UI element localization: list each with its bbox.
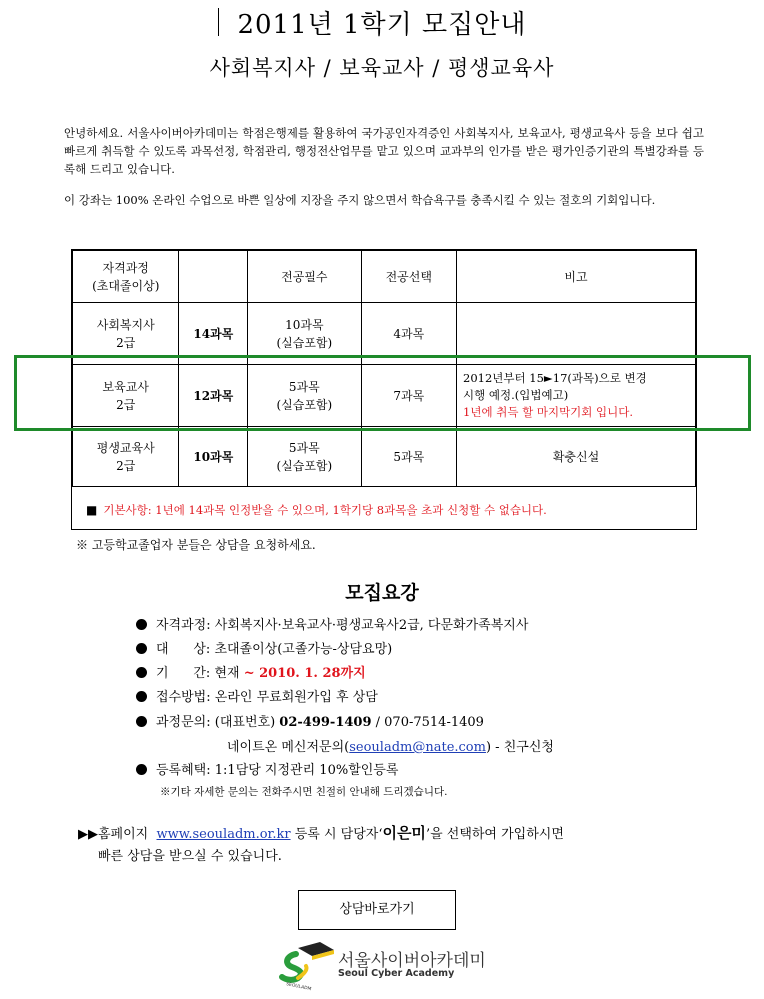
course-remark: 확충신설 [457, 427, 696, 487]
bullet-icon [136, 691, 147, 702]
intro-paragraph-2: 이 강좌는 100% 온라인 수업으로 바쁜 일상에 지장을 주지 않으면서 학습욕구를 충족시킬 수 있는 절호의 기회입니다. [64, 193, 656, 207]
academy-logo-icon[interactable] [278, 940, 338, 993]
svg-text:SEOULADM: SEOULADM [285, 982, 312, 993]
course-total: 14과목 [179, 303, 248, 365]
course-total: 12과목 [179, 365, 248, 427]
bullet-icon [136, 667, 147, 678]
header-required: 전공필수 [248, 251, 361, 303]
course-total: 10과목 [179, 427, 248, 487]
staff-name: 이은미 [382, 824, 426, 842]
course-required: 5과목 (실습포함) [248, 365, 361, 427]
recruit-item-qualification: 자격과정: 사회복지사·보육교사·평생교육사2급, 다문화가족복지사 [136, 614, 528, 633]
header-credits [179, 251, 248, 303]
highlight-box [14, 355, 751, 431]
header-qualification: 자격과정 (초대졸이상) [73, 251, 179, 303]
arrow-icon: ▶▶ [78, 827, 98, 842]
table-row [73, 427, 696, 487]
intro-paragraph-1: 안녕하세요. 서울사이버아카데미는 학점은행제를 활용하여 국가공인자격증인 사회복지사, 보육교사, 평생교육사 등을 보다 쉽고 빠르게 취득할 수 있도록 과목선정, 학점관리, 행정전산업무를 맡고 있으며 교과부의 인가를 받은 평가인증기관의 특별강좌를 등록해 드리고 있습니다. [64, 126, 704, 176]
course-elective: 5과목 [361, 427, 456, 487]
square-bullet-icon: ■ [86, 503, 98, 517]
homepage-line-2: 빠른 상담을 받으실 수 있습니다. [98, 849, 282, 864]
course-name: 보육교사 2급 [73, 365, 179, 427]
consult-button[interactable]: 상담바로가기 [298, 890, 456, 930]
header-elective: 전공선택 [361, 251, 456, 303]
bullet-icon [136, 619, 147, 630]
bullet-icon [136, 764, 147, 775]
basic-rule-note: ■ 기본사항: 1년에 14과목 인정받을 수 있으며, 1학기당 8과목을 초과 신청할 수 없습니다. [86, 503, 547, 517]
homepage-line-1: ▶▶홈페이지 www.seouladm.or.kr 등록 시 담당자‘이은미’을 선택하여 가입하시면 [78, 824, 564, 842]
course-remark: 2012년부터 15►17(과목)으로 변경 시행 예정.(입법예고) 1년에 취득 할 마지막기회 입니다. [457, 365, 696, 427]
page-title: 2011년 1학기 모집안내 [237, 10, 527, 40]
academy-name-korean: 서울사이버아카데미 [338, 951, 486, 971]
bullet-icon [136, 643, 147, 654]
recruit-item-benefit: 등록혜택: 1:1담당 지정관리 10%할인등록 [136, 759, 398, 778]
recruit-item-method: 접수방법: 온라인 무료회원가입 후 상담 [136, 686, 378, 705]
highschool-note: ※ 고등학교졸업자 분들은 상담을 요청하세요. [76, 538, 316, 552]
recruit-item-target: 대 상: 초대졸이상(고졸가능-상담요망) [136, 638, 392, 657]
recruit-heading: 모집요강 [345, 582, 419, 604]
course-required: 10과목 (실습포함) [248, 303, 361, 365]
contact-note: ※기타 자세한 문의는 전화주시면 친절히 안내해 드리겠습니다. [160, 786, 448, 798]
page-subtitle: 사회복지사 / 보육교사 / 평생교육사 [209, 56, 555, 80]
course-elective: 7과목 [361, 365, 456, 427]
course-required: 5과목 (실습포함) [248, 427, 361, 487]
course-name: 사회복지사 2급 [73, 303, 179, 365]
header-remarks: 비고 [457, 251, 696, 303]
recruit-item-period: 기 간: 현재 ~ 2010. 1. 28까지 [136, 662, 366, 681]
academy-name-english: Seoul Cyber Academy [338, 968, 455, 979]
nate-messenger-line: 네이트온 메신저문의(seouladm@nate.com) - 친구신청 [227, 740, 554, 755]
table-header-row [73, 251, 696, 303]
recruit-item-inquiry: 과정문의: (대표번호) 02-499-1409 / 070-7514-1409 [136, 711, 484, 730]
bullet-icon [136, 716, 147, 727]
course-elective: 4과목 [361, 303, 456, 365]
nate-email-link[interactable]: seouladm@nate.com [349, 740, 486, 755]
homepage-link[interactable]: www.seouladm.or.kr [156, 827, 291, 842]
course-name: 평생교육사 2급 [73, 427, 179, 487]
